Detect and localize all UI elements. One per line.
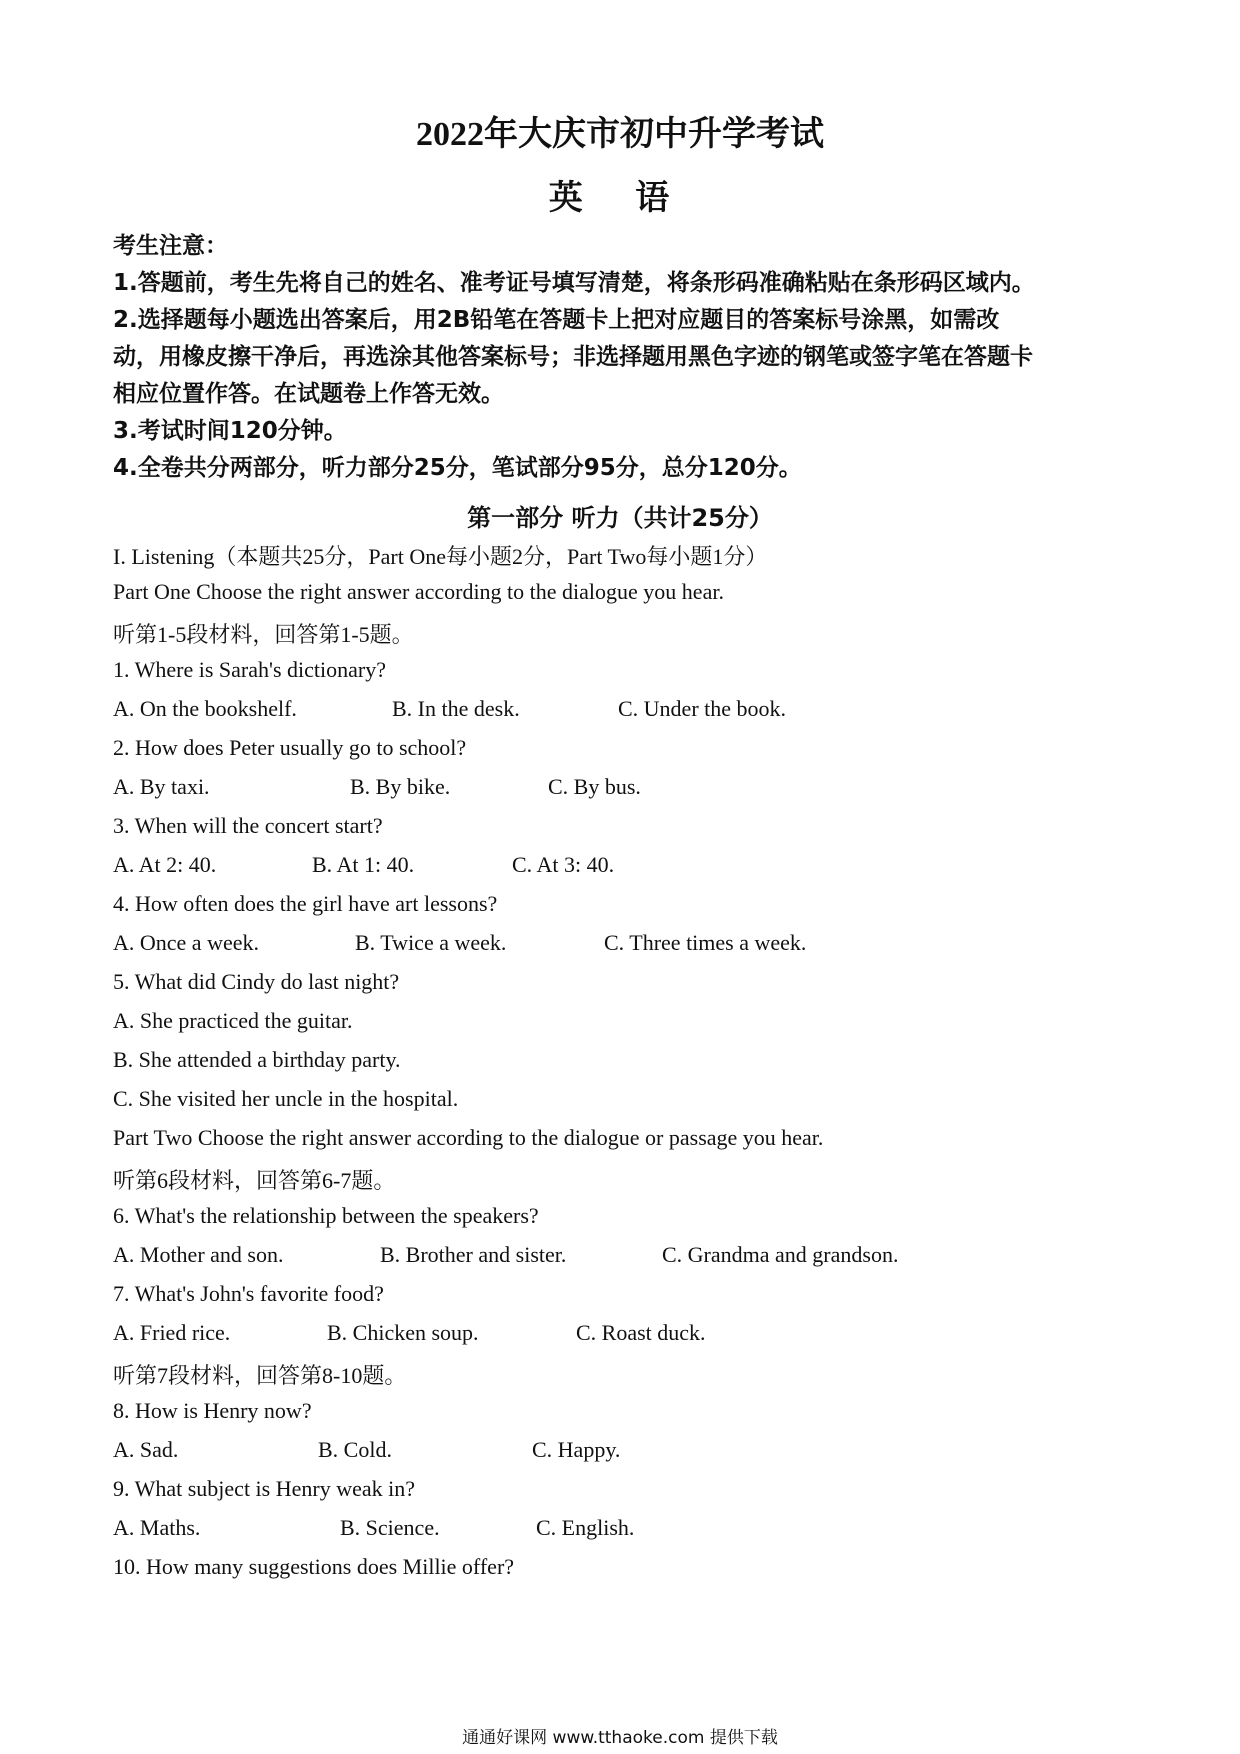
material-instruction: 听第6段材料，回答第6-7题。 (113, 1168, 396, 1193)
q2-option-c: C. By bus. (548, 774, 641, 799)
q9-option-b: B. Science. (340, 1515, 440, 1540)
q5-option-c: C. She visited her uncle in the hospital. (113, 1086, 459, 1111)
question-6: 6. What's the relationship between the speakers? (113, 1203, 539, 1228)
question-8: 8. How is Henry now? (113, 1398, 312, 1423)
subject-title: 英 语 (548, 180, 692, 217)
question-7: 7. What's John's favorite food? (113, 1281, 384, 1306)
part-one-instruction: Part One Choose the right answer according to the dialogue you hear. (113, 579, 724, 604)
question-10: 10. How many suggestions does Millie offer? (113, 1554, 515, 1579)
q2-option-a: A. By taxi. (113, 774, 210, 799)
section-title: 第一部分 听力（共计25分） (467, 504, 773, 532)
notice-heading: 考生注意： (113, 233, 228, 259)
q5-option-b: B. She attended a birthday party. (113, 1047, 401, 1072)
notice-item: 2.选择题每小题选出答案后，用2B铅笔在答题卡上把对应题目的答案标号涂黑，如需改 (113, 307, 1000, 333)
question-1: 1. Where is Sarah's dictionary? (113, 657, 386, 682)
notice-block (113, 228, 1133, 487)
notice-item: 动，用橡皮擦干净后，再选涂其他答案标号；非选择题用黑色字迹的钢笔或签字笔在答题卡 (113, 344, 1033, 370)
q8-option-c: C. Happy. (532, 1437, 621, 1462)
q6-option-a: A. Mother and son. (113, 1242, 284, 1267)
q9-option-c: C. English. (536, 1515, 635, 1540)
question-3: 3. When will the concert start? (113, 813, 383, 838)
q8-option-a: A. Sad. (113, 1437, 179, 1462)
question-4: 4. How often does the girl have art lessons? (113, 891, 498, 916)
q3-option-a: A. At 2: 40. (113, 852, 217, 877)
q4-option-b: B. Twice a week. (355, 930, 507, 955)
q5-option-a: A. She practiced the guitar. (113, 1008, 353, 1033)
question-5: 5. What did Cindy do last night? (113, 969, 400, 994)
q8-option-b: B. Cold. (318, 1437, 392, 1462)
q9-option-a: A. Maths. (113, 1515, 201, 1540)
notice-item: 相应位置作答。在试题卷上作答无效。 (113, 381, 504, 407)
q7-option-c: C. Roast duck. (576, 1320, 706, 1345)
material-instruction: 听第1-5段材料，回答第1-5题。 (113, 622, 414, 647)
q6-option-c: C. Grandma and grandson. (662, 1242, 899, 1267)
question-2: 2. How does Peter usually go to school? (113, 735, 467, 760)
q6-option-b: B. Brother and sister. (380, 1242, 567, 1267)
notice-item: 1.答题前，考生先将自己的姓名、准考证号填写清楚，将条形码准确粘贴在条形码区域内。 (113, 270, 1035, 296)
q1-option-c: C. Under the book. (618, 696, 787, 721)
q2-option-b: B. By bike. (350, 774, 451, 799)
q4-option-c: C. Three times a week. (604, 930, 807, 955)
q3-option-c: C. At 3: 40. (512, 852, 615, 877)
q1-option-b: B. In the desk. (392, 696, 520, 721)
q7-option-b: B. Chicken soup. (327, 1320, 479, 1345)
q4-option-a: A. Once a week. (113, 930, 259, 955)
notice-item: 4.全卷共分两部分，听力部分25分，笔试部分95分，总分120分。 (113, 455, 802, 481)
q3-option-b: B. At 1: 40. (312, 852, 415, 877)
q1-option-a: A. On the bookshelf. (113, 696, 297, 721)
notice-item: 3.考试时间120分钟。 (113, 418, 347, 444)
material-instruction: 听第7段材料，回答第8-10题。 (113, 1363, 407, 1388)
part-two-instruction: Part Two Choose the right answer according to the dialogue or passage you hear. (113, 1125, 824, 1150)
q7-option-a: A. Fried rice. (113, 1320, 231, 1345)
listening-intro: I. Listening（本题共25分，Part One每小题2分，Part Two每小题1分） (113, 544, 768, 569)
exam-title: 2022年大庆市初中升学考试 (416, 116, 824, 153)
footer-watermark: 通通好课网 www.tthaoke.com 提供下载 (462, 1728, 778, 1748)
question-9: 9. What subject is Henry weak in? (113, 1476, 416, 1501)
